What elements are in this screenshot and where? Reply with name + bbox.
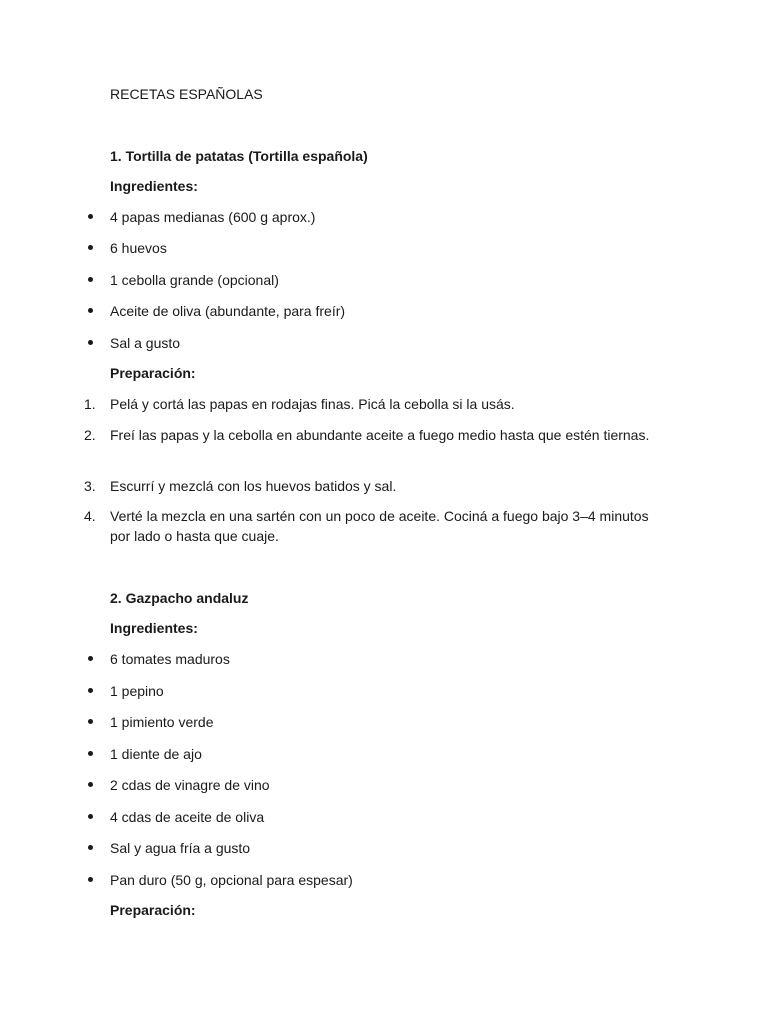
- ingredient-item: 1 pimiento verde: [110, 714, 214, 730]
- ingredient-item: Pan duro (50 g, opcional para espesar): [110, 872, 353, 888]
- recipe-heading: 2. Gazpacho andaluz: [110, 590, 249, 606]
- bullet-icon: [88, 845, 93, 850]
- recipe-heading: 1. Tortilla de patatas (Tortilla española): [110, 148, 368, 164]
- step-text: Pelá y cortá las papas en rodajas finas. Picá la cebolla si la usás.: [110, 396, 515, 412]
- ingredient-item: 2 cdas de vinagre de vino: [110, 777, 270, 793]
- ingredient-item: 1 pepino: [110, 683, 164, 699]
- ingredient-item: 6 tomates maduros: [110, 651, 230, 667]
- step-text: Verté la mezcla en una sartén con un poco de aceite. Cociná a fuego bajo 3–4 minutos por lado o hasta que cuaje.: [110, 508, 649, 544]
- bullet-icon: [88, 277, 93, 282]
- ingredient-item: Aceite de oliva (abundante, para freír): [110, 303, 346, 319]
- bullet-icon: [88, 214, 93, 219]
- bullet-icon: [88, 751, 93, 756]
- ingredient-item: 4 cdas de aceite de oliva: [110, 809, 265, 825]
- ingredients-label: Ingredientes:: [110, 620, 198, 636]
- bullet-icon: [88, 877, 93, 882]
- ingredient-item: 4 papas medianas (600 g aprox.): [110, 209, 316, 225]
- document-title: RECETAS ESPAÑOLAS: [110, 86, 263, 102]
- ingredient-item: Sal y agua fría a gusto: [110, 840, 251, 856]
- bullet-icon: [88, 340, 93, 345]
- ingredients-label: Ingredientes:: [110, 178, 198, 194]
- step-text: Freí las papas y la cebolla en abundante aceite a fuego medio hasta que estén tiernas.: [110, 427, 650, 443]
- preparation-label: Preparación:: [110, 365, 196, 381]
- ingredient-item: 1 cebolla grande (opcional): [110, 272, 279, 288]
- ingredient-item: 6 huevos: [110, 240, 167, 256]
- bullet-icon: [88, 814, 93, 819]
- bullet-icon: [88, 245, 93, 250]
- bullet-icon: [88, 782, 93, 787]
- bullet-icon: [88, 688, 93, 693]
- step-number: 4.: [84, 508, 96, 524]
- ingredient-item: Sal a gusto: [110, 335, 181, 351]
- step-number: 3.: [84, 478, 96, 494]
- bullet-icon: [88, 719, 93, 724]
- step-text: Escurrí y mezclá con los huevos batidos y sal.: [110, 478, 397, 494]
- step-number: 2.: [84, 427, 96, 443]
- bullet-icon: [88, 308, 93, 313]
- preparation-label: Preparación:: [110, 902, 196, 918]
- bullet-icon: [88, 656, 93, 661]
- ingredient-item: 1 diente de ajo: [110, 746, 202, 762]
- step-number: 1.: [84, 396, 96, 412]
